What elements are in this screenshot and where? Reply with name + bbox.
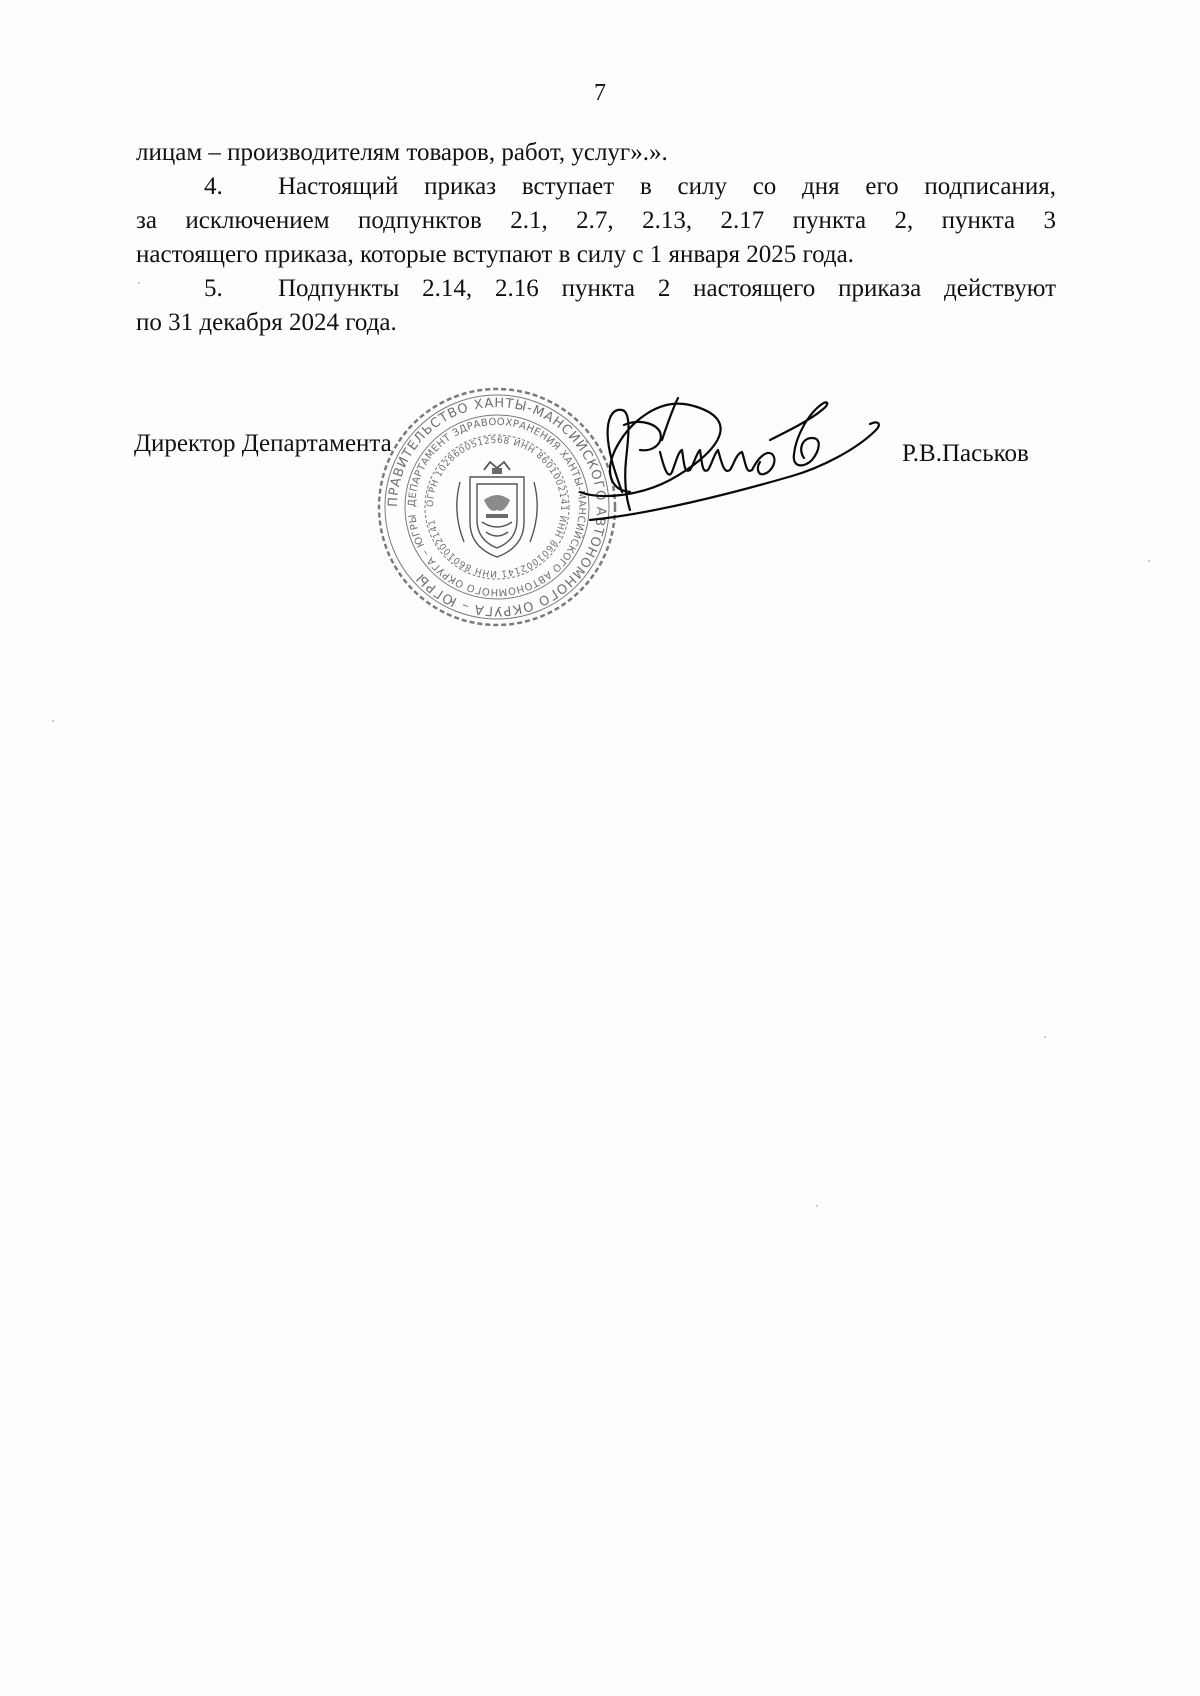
paragraph-4-text-1: Настоящий приказ вступает в силу со дня его подписания, bbox=[278, 173, 1056, 200]
paragraph-5-number: 5. bbox=[204, 275, 223, 302]
signature-icon bbox=[560, 380, 890, 530]
svg-text:ПРАВИТЕЛЬСТВО ХАНТЫ-МАНСИЙСКОГ: ПРАВИТЕЛЬСТВО ХАНТЫ-МАНСИЙСКОГО АВТОНОМНОГО ОКРУГА – ЮГРЫ bbox=[385, 395, 609, 619]
scan-speck bbox=[1148, 560, 1150, 562]
paragraph-4-line-1 bbox=[136, 170, 1056, 204]
svg-text:ДЕПАРТАМЕНТ ЗДРАВООХРАНЕНИЯ ХА: ДЕПАРТАМЕНТ ЗДРАВООХРАНЕНИЯ ХАНТЫ-МАНСИЙСКОГО АВТОНОМНОГО ОКРУГА – ЮГРЫ bbox=[406, 416, 588, 598]
page-number: 7 bbox=[594, 80, 606, 106]
handwritten-signature bbox=[560, 380, 890, 530]
paragraph-4-line-3: настоящего приказа, которые вступают в силу с 1 января 2025 года. bbox=[136, 241, 854, 268]
paragraph-4-number: 4. bbox=[204, 173, 223, 200]
signatory-title: Директор Департамента bbox=[134, 430, 392, 457]
scan-speck bbox=[816, 1205, 818, 1207]
paragraph-4-line-2: за исключением подпунктов 2.1, 2.7, 2.13, 2.17 пункта 2, пункта 3 bbox=[136, 207, 1056, 234]
signatory-name: Р.В.Паськов bbox=[902, 440, 1029, 467]
scan-speck bbox=[52, 720, 54, 722]
paragraph-5-line-2: по 31 декабря 2024 года. bbox=[136, 309, 397, 336]
scan-speck bbox=[138, 282, 140, 284]
paragraph-5-line-1 bbox=[136, 272, 1056, 306]
scan-speck bbox=[1044, 1036, 1046, 1038]
paragraph-5-text-1: Подпункты 2.14, 2.16 пункта 2 настоящего приказа действуют bbox=[278, 275, 1056, 302]
svg-text:ОГРН 1028600512568 ИНН 8601002: ОГРН 1028600512568 ИНН 8601002141 ИНН 8601002141 ИНН 8601002141 bbox=[425, 435, 569, 579]
paragraph-continuation: лицам – производителям товаров, работ, услуг».». bbox=[136, 139, 668, 166]
document-body bbox=[136, 136, 1056, 340]
